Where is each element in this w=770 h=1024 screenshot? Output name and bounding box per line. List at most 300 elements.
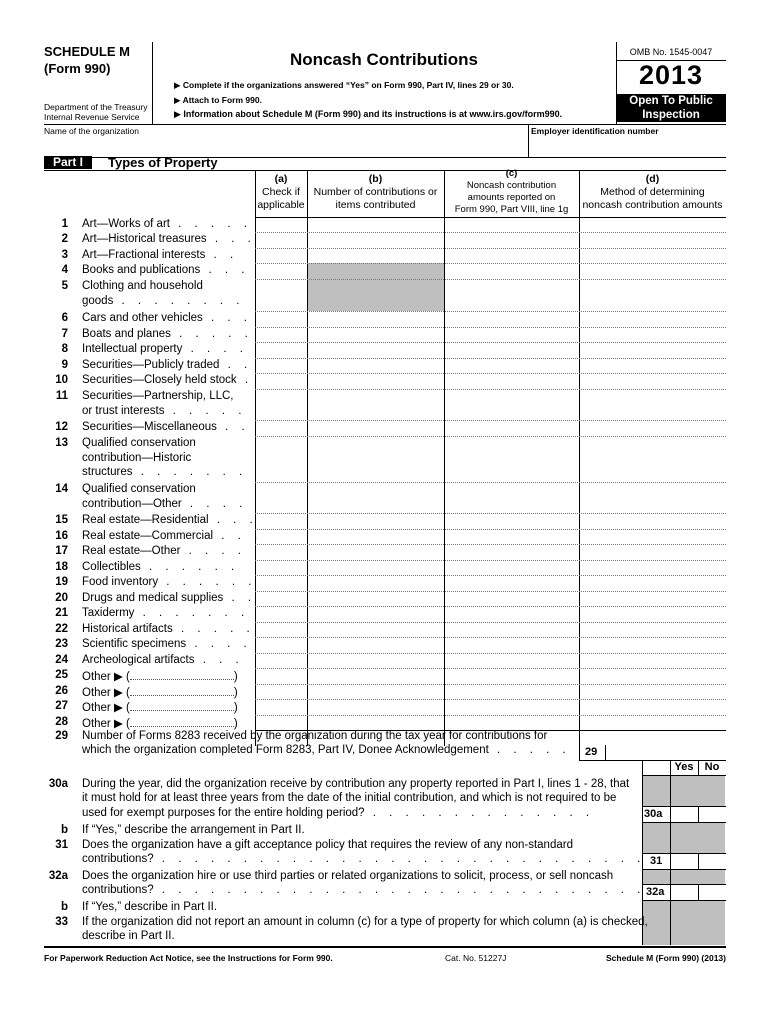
footer-form-id: Schedule M (Form 990) (2013) (606, 953, 726, 963)
row-label (82, 638, 252, 650)
leader-dots: . . . . (186, 638, 252, 650)
row-label (82, 623, 255, 635)
check-cell[interactable] (256, 437, 307, 482)
amount-cell[interactable] (445, 328, 579, 342)
row-label-text: Collectibles (82, 561, 141, 573)
leader-dots: . . . (194, 654, 244, 666)
row-number: 24 (55, 654, 68, 666)
omb-number: OMB No. 1545-0047 (629, 47, 713, 57)
count-cell[interactable] (308, 576, 444, 591)
row-number: 26 (55, 685, 68, 697)
q30b-number: b (60, 824, 68, 836)
q30a-text1: During the year, did the organization receive by contribution any property reported in Part I, lines 1 - 28, that (82, 778, 630, 790)
instruction-3: ▶ Information about Schedule M (Form 990) and its instructions is at www.irs.gov/form990. (174, 109, 563, 119)
row-label-text: Scientific specimens (82, 638, 187, 650)
leader-dots: . . . . . . (140, 561, 240, 573)
amount-cell[interactable] (445, 390, 579, 420)
amount-cell[interactable] (445, 685, 579, 699)
q32a-no[interactable] (699, 885, 726, 899)
line-29-text2-label: which the organization completed Form 8283, Part IV, Donee Acknowledgement (82, 744, 489, 756)
col-a-letter: (a) (274, 173, 288, 185)
amount-cell[interactable] (445, 483, 579, 513)
check-cell[interactable] (256, 623, 307, 637)
q31-box: 31 (650, 855, 663, 867)
count-cell[interactable] (308, 483, 444, 513)
method-cell[interactable] (580, 437, 726, 482)
schedule-title: SCHEDULE M (44, 44, 130, 59)
method-cell[interactable] (580, 421, 726, 436)
leader-dots: . (236, 374, 254, 386)
method-cell[interactable] (580, 264, 726, 279)
row-label-text: Food inventory (82, 576, 159, 588)
leader-dots: . . . . (182, 343, 248, 355)
form-title: Noncash Contributions (290, 50, 478, 69)
row-label (82, 592, 256, 604)
q30b-text: If “Yes,” describe the arrangement in Part II. (82, 824, 305, 836)
check-cell[interactable] (256, 421, 307, 436)
method-cell[interactable] (580, 654, 726, 668)
row-label-text: Books and publications (82, 264, 201, 276)
row-number: 6 (61, 312, 68, 324)
method-cell[interactable] (580, 592, 726, 606)
method-cell[interactable] (580, 514, 726, 529)
row-label (82, 545, 246, 557)
other-close-paren: ) (233, 671, 238, 683)
other-description-input[interactable] (130, 700, 234, 711)
method-cell[interactable] (580, 483, 726, 513)
row-label-text: Securities—Miscellaneous (82, 421, 217, 433)
count-cell[interactable] (308, 249, 444, 263)
col-a-text1: Check if (262, 186, 300, 198)
other-label: Other ▶ ( (82, 702, 130, 714)
col-c-text2: amounts reported on (467, 192, 556, 203)
row-number: 20 (55, 592, 68, 604)
row-number: 4 (61, 264, 68, 276)
ein-label: Employer identification number (531, 126, 659, 136)
q30a-no[interactable] (699, 807, 726, 821)
check-cell[interactable] (256, 249, 307, 263)
amount-cell[interactable] (445, 592, 579, 606)
q31-yes[interactable] (671, 854, 698, 868)
row-number: 12 (55, 421, 68, 433)
q32a-yes[interactable] (671, 885, 698, 899)
row-number: 18 (55, 561, 68, 573)
col-c-letter: (c) (505, 168, 518, 179)
leader-dots: . . . (208, 514, 258, 526)
q32b-text: If “Yes,” describe in Part II. (82, 901, 218, 913)
form-number: (Form 990) (44, 61, 111, 76)
instruction-1: ▶ Complete if the organizations answered “Yes” on Form 990, Part IV, lines 29 or 30. (174, 80, 514, 90)
q32b-number: b (60, 901, 68, 913)
q30a-text2: it must hold for at least three years from the date of the initial contribution, and which is not required to be (82, 792, 617, 804)
col-b-header (307, 173, 444, 212)
count-cell[interactable] (308, 312, 444, 327)
row-number: 27 (55, 700, 68, 712)
irs: Internal Revenue Service (44, 112, 140, 122)
inspection: Inspection (642, 109, 700, 121)
row-label (82, 700, 238, 714)
count-cell[interactable] (308, 607, 444, 622)
row-label-text: Historical artifacts (82, 623, 173, 635)
count-cell[interactable] (308, 328, 444, 342)
row-number: 9 (61, 359, 68, 371)
amount-cell[interactable] (445, 654, 579, 668)
method-cell[interactable] (580, 530, 726, 544)
row-label (82, 530, 262, 542)
other-description-input[interactable] (130, 685, 234, 696)
amount-cell[interactable] (445, 249, 579, 263)
row-label-text: structures (82, 466, 133, 478)
row-label-text: or trust interests (82, 404, 165, 417)
check-cell[interactable] (256, 669, 307, 684)
q30a-text3-label: used for exempt purposes for the entire holding period? (82, 807, 365, 819)
other-close-paren: ) (233, 702, 238, 714)
other-label: Other ▶ ( (82, 687, 130, 699)
row-number: 25 (55, 669, 68, 681)
check-cell[interactable] (256, 218, 307, 232)
row-label-text: Securities—Closely held stock (82, 374, 237, 386)
method-cell[interactable] (580, 218, 726, 232)
col-d-text2: noncash contribution amounts (582, 199, 723, 211)
col-d-letter: (d) (645, 173, 660, 185)
leader-dots: . . . . . (164, 404, 247, 417)
method-cell[interactable] (580, 576, 726, 591)
count-cell[interactable] (308, 421, 444, 436)
method-cell[interactable] (580, 716, 726, 730)
leader-dots: . . . (213, 530, 263, 542)
other-close-paren: ) (233, 687, 238, 699)
check-cell[interactable] (256, 607, 307, 622)
row-label-text: Real estate—Residential (82, 514, 209, 526)
amount-cell[interactable] (445, 233, 579, 248)
leader-dots: . . . . . (169, 218, 252, 230)
leader-dots: . . . . . . (158, 576, 257, 588)
row-label (82, 716, 238, 730)
q33-number: 33 (55, 916, 68, 928)
leader-dots: . . . . (181, 497, 248, 510)
check-cell[interactable] (256, 514, 307, 529)
amount-cell[interactable] (445, 264, 579, 279)
q30a-text3: used for exempt purposes for the entire holding period? . . . . . . . . . . . . . . (82, 807, 595, 819)
amount-cell[interactable] (445, 576, 579, 591)
row-label (82, 280, 203, 292)
row-label-text: Art—Works of art (82, 218, 170, 230)
q32a-text1: Does the organization hire or use third parties or related organizations to solicit, process, or sell noncash (82, 870, 614, 882)
leader-dots: . . . (206, 233, 256, 245)
row-label (82, 421, 250, 433)
other-description-input[interactable] (130, 669, 234, 680)
q32a-number: 32a (48, 870, 68, 882)
count-cell[interactable] (308, 233, 444, 248)
leader-dots: . . . . . . . (132, 466, 248, 478)
check-cell[interactable] (256, 700, 307, 715)
method-cell[interactable] (580, 328, 726, 342)
row-label-text: Real estate—Commercial (82, 530, 214, 542)
ein-field[interactable] (530, 136, 726, 156)
count-cell[interactable] (308, 623, 444, 637)
col-a-header (255, 173, 307, 212)
method-cell[interactable] (580, 545, 726, 560)
row-label (82, 295, 244, 307)
count-cell[interactable] (308, 514, 444, 529)
row-number: 28 (55, 716, 68, 728)
count-cell[interactable] (308, 218, 444, 232)
other-label: Other ▶ ( (82, 671, 130, 683)
count-cell[interactable] (308, 592, 444, 606)
leader-dots: . . (216, 421, 250, 433)
count-cell[interactable] (308, 685, 444, 699)
q31-text1: Does the organization have a gift acceptance policy that requires the review of any non-standard (82, 839, 573, 851)
method-cell[interactable] (580, 607, 726, 622)
count-cell[interactable] (308, 669, 444, 684)
count-cell[interactable] (308, 638, 444, 653)
row-label (82, 249, 238, 261)
method-cell[interactable] (580, 249, 726, 263)
leader-dots: . . . (202, 312, 252, 324)
amount-cell[interactable] (445, 716, 579, 730)
row-number: 16 (55, 530, 68, 542)
check-cell[interactable] (256, 654, 307, 668)
method-cell[interactable] (580, 561, 726, 575)
row-label-text: Cars and other vehicles (82, 312, 203, 324)
part-label: Part I (44, 156, 92, 169)
row-number: 23 (55, 638, 68, 650)
line-29-input[interactable] (606, 731, 726, 760)
count-cell[interactable] (308, 716, 444, 730)
check-cell[interactable] (256, 545, 307, 560)
count-cell[interactable] (308, 374, 444, 389)
row-number: 11 (55, 390, 68, 402)
row-number: 13 (55, 437, 68, 449)
amount-cell[interactable] (445, 514, 579, 529)
check-cell[interactable] (256, 576, 307, 591)
method-cell[interactable] (580, 390, 726, 420)
amount-cell[interactable] (445, 359, 579, 373)
q30a-box: 30a (644, 808, 663, 820)
amount-cell[interactable] (445, 421, 579, 436)
shaded-cell-row4 (308, 263, 444, 279)
amount-cell[interactable] (445, 669, 579, 684)
row-number: 1 (61, 218, 68, 230)
method-cell[interactable] (580, 233, 726, 248)
row-label (82, 466, 247, 478)
row-label (82, 654, 244, 666)
row-label (82, 390, 233, 402)
count-cell[interactable] (308, 545, 444, 560)
q32a-text2-label: contributions? (82, 884, 154, 896)
row-label (82, 607, 249, 619)
row-number: 10 (55, 374, 68, 386)
check-cell[interactable] (256, 390, 307, 420)
row-label (82, 669, 238, 683)
col-c-text1: Noncash contribution (466, 180, 557, 191)
amount-cell[interactable] (445, 700, 579, 715)
row-number: 7 (61, 328, 68, 340)
method-cell[interactable] (580, 374, 726, 389)
org-name-label: Name of the organization (44, 126, 139, 136)
line-29-text2: which the organization completed Form 8283, Part IV, Donee Acknowledgement . . . . . (82, 744, 571, 756)
open-to-public-banner (616, 94, 726, 122)
count-cell[interactable] (308, 561, 444, 575)
row-label (82, 483, 196, 495)
row-label (82, 343, 248, 355)
leader-dots: . . . . . . . . (113, 294, 245, 307)
col-d-text1: Method of determining (600, 186, 705, 198)
row-label (82, 561, 239, 573)
count-cell[interactable] (308, 530, 444, 544)
row-label-text: Archeological artifacts (82, 654, 195, 666)
amount-cell[interactable] (445, 623, 579, 637)
col-b-text1: Number of contributions or (313, 186, 438, 198)
leader-dots: . . (205, 249, 239, 261)
row-label-text: goods (82, 294, 114, 307)
row-label (82, 264, 249, 276)
department: Department of the Treasury (44, 102, 148, 112)
check-cell[interactable] (256, 343, 307, 358)
leader-dots: . . . (200, 264, 250, 276)
row-label-text: Qualified conservation (82, 483, 196, 495)
row-number: 19 (55, 576, 68, 588)
no-header: No (704, 761, 720, 773)
amount-cell[interactable] (445, 343, 579, 358)
q33-text1: If the organization did not report an amount in column (c) for a type of property for which column (a) is checked, (82, 916, 648, 928)
part-title: Types of Property (108, 155, 218, 170)
leader-dots: . . . . (180, 545, 246, 557)
row-label-text: Boats and planes (82, 328, 171, 340)
q31-text2: contributions? . . . . . . . . . . . . . . . . . . . . . . . . . . . . . . (82, 853, 646, 865)
q31-no[interactable] (699, 854, 726, 868)
row-label-text: Drugs and medical supplies (82, 592, 224, 604)
row-label (82, 437, 196, 449)
tax-year: 2013 (638, 60, 704, 90)
amount-cell[interactable] (445, 638, 579, 653)
q32a-box: 32a (646, 886, 665, 898)
row-label-text: Real estate—Other (82, 545, 181, 557)
count-cell[interactable] (308, 359, 444, 373)
method-cell[interactable] (580, 280, 726, 311)
check-cell[interactable] (256, 280, 307, 311)
row-label (82, 233, 256, 245)
row-label-text: contribution—Other (82, 497, 182, 510)
row-label-text: Taxidermy (82, 607, 135, 619)
count-cell[interactable] (308, 390, 444, 420)
row-label-text: contribution—Historic (82, 451, 192, 464)
check-cell[interactable] (256, 264, 307, 279)
method-cell[interactable] (580, 638, 726, 653)
count-cell[interactable] (308, 343, 444, 358)
amount-cell[interactable] (445, 218, 579, 232)
row-number: 21 (55, 607, 68, 619)
row-label (82, 218, 252, 230)
row-number: 3 (61, 249, 68, 261)
method-cell[interactable] (580, 623, 726, 637)
row-number: 22 (55, 623, 68, 635)
leader-dots: . . . . . (170, 328, 253, 340)
method-cell[interactable] (580, 312, 726, 327)
row-number: 2 (61, 233, 68, 245)
row-number: 5 (61, 280, 68, 292)
other-description-input[interactable] (130, 716, 234, 727)
row-label (82, 576, 256, 588)
check-cell[interactable] (256, 328, 307, 342)
row-label (82, 312, 252, 324)
method-cell[interactable] (580, 700, 726, 715)
row-label (82, 514, 258, 526)
row-label-text: Securities—Publicly traded (82, 359, 220, 371)
count-cell[interactable] (308, 654, 444, 668)
row-number: 17 (55, 545, 68, 557)
check-cell[interactable] (256, 374, 307, 389)
q30a-number: 30a (48, 778, 68, 790)
amount-cell[interactable] (445, 374, 579, 389)
line-29-text1: Number of Forms 8283 received by the organization during the tax year for contributions for (82, 730, 548, 742)
row-label (82, 328, 253, 340)
row-label (82, 452, 191, 464)
instruction-2: ▶ Attach to Form 990. (174, 95, 262, 105)
q31-number: 31 (55, 839, 68, 851)
amount-cell[interactable] (445, 530, 579, 544)
row-label-text: Securities—Partnership, LLC, (82, 390, 234, 402)
check-cell[interactable] (256, 312, 307, 327)
amount-cell[interactable] (445, 545, 579, 560)
footer-paperwork: For Paperwork Reduction Act Notice, see the Instructions for Form 990. (44, 953, 333, 963)
check-cell[interactable] (256, 561, 307, 575)
count-cell[interactable] (308, 437, 444, 482)
leader-dots: . . (219, 359, 253, 371)
leader-dots: . . (223, 592, 257, 604)
method-cell[interactable] (580, 685, 726, 699)
check-cell[interactable] (256, 233, 307, 248)
line-29-box-label: 29 (585, 746, 598, 758)
amount-cell[interactable] (445, 280, 579, 311)
row-label (82, 374, 253, 386)
check-cell[interactable] (256, 483, 307, 513)
check-cell[interactable] (256, 638, 307, 653)
other-label: Other ▶ ( (82, 718, 130, 730)
org-name-field[interactable] (44, 136, 528, 156)
shaded-cell-row5 (308, 279, 444, 311)
row-label-text: Art—Fractional interests (82, 249, 206, 261)
row-label-text: Intellectual property (82, 343, 183, 355)
amount-cell[interactable] (445, 312, 579, 327)
method-cell[interactable] (580, 359, 726, 373)
leader-dots: . . . . . . . (134, 607, 250, 619)
q31-text2-label: contributions? (82, 853, 154, 865)
row-label (82, 359, 252, 371)
row-number: 8 (61, 343, 68, 355)
count-cell[interactable] (308, 700, 444, 715)
method-cell[interactable] (580, 343, 726, 358)
amount-cell[interactable] (445, 561, 579, 575)
check-cell[interactable] (256, 530, 307, 544)
col-b-text2: items contributed (335, 199, 416, 211)
yes-header: Yes (674, 761, 694, 773)
check-cell[interactable] (256, 592, 307, 606)
check-cell[interactable] (256, 685, 307, 699)
check-cell[interactable] (256, 716, 307, 730)
amount-cell[interactable] (445, 437, 579, 482)
method-cell[interactable] (580, 669, 726, 684)
amount-cell[interactable] (445, 607, 579, 622)
row-label (82, 498, 247, 510)
q30a-yes[interactable] (671, 807, 698, 821)
q32a-text2: contributions? . . . . . . . . . . . . . . . . . . . . . . . . . . . . . . (82, 884, 646, 896)
col-a-text2: applicable (257, 199, 305, 211)
footer-cat-no: Cat. No. 51227J (445, 953, 507, 963)
leader-dots: . . . . . (172, 623, 255, 635)
q33-text2: describe in Part II. (82, 930, 175, 942)
check-cell[interactable] (256, 359, 307, 373)
